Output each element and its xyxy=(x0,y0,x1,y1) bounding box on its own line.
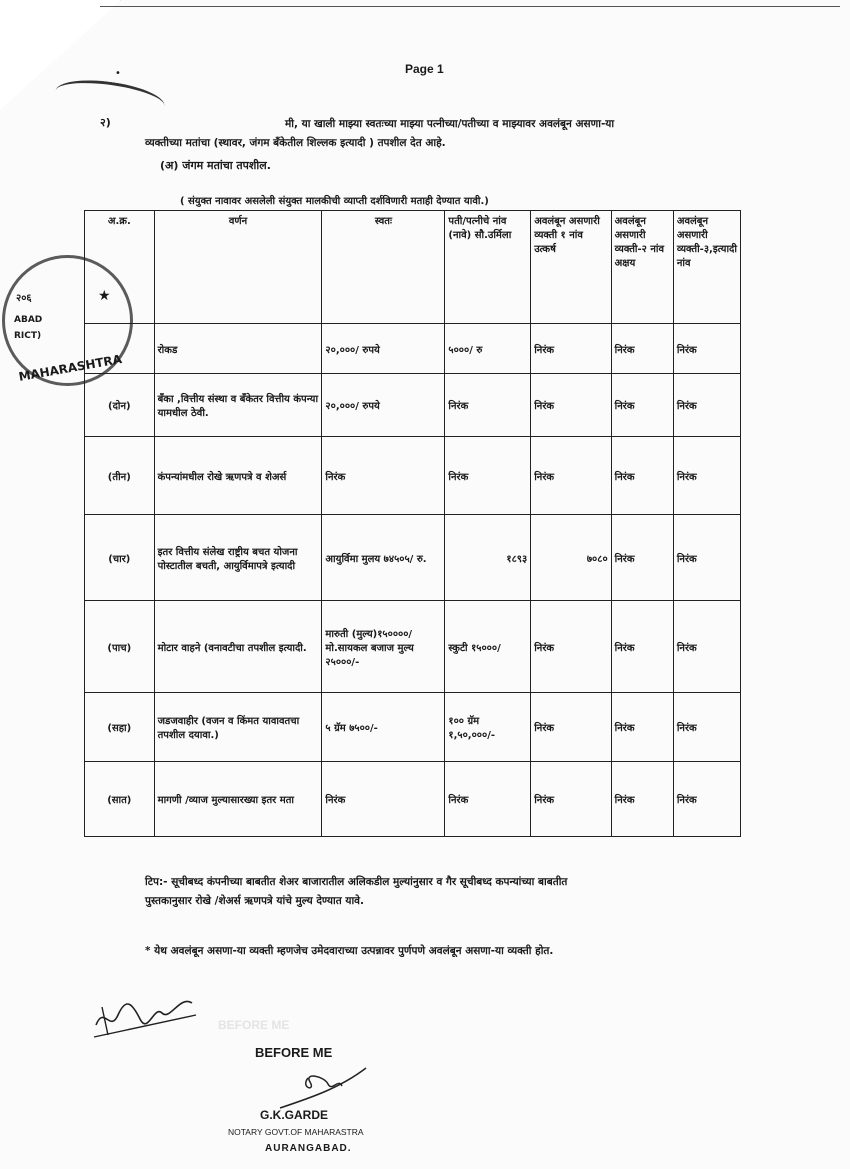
top-border-line xyxy=(100,6,840,7)
table-row xyxy=(85,324,741,374)
row-self: निरंक xyxy=(322,437,445,515)
row-dependent-1: निरंक xyxy=(531,693,611,762)
row-dependent-2: निरंक xyxy=(611,374,673,437)
row-dependent-3: निरंक xyxy=(673,762,740,837)
row-sr: (चार) xyxy=(85,515,155,601)
row-sr: (सहा) xyxy=(85,693,155,762)
table-row xyxy=(85,762,741,837)
table-row xyxy=(85,693,741,762)
row-dependent-3: निरंक xyxy=(673,374,740,437)
row-dependent-2: निरंक xyxy=(611,437,673,515)
row-dependent-2: निरंक xyxy=(611,601,673,693)
table-row xyxy=(85,374,741,437)
table-row xyxy=(85,601,741,693)
intro-paragraph xyxy=(145,115,705,153)
assets-table xyxy=(84,210,741,837)
row-dependent-1: निरंक xyxy=(531,762,611,837)
row-self: निरंक xyxy=(322,762,445,837)
row-description: जडजवाहीर (वजन व किंमत यावावतचा तपशील दयावा.) xyxy=(154,693,322,762)
row-self: २०,०००/ रुपये xyxy=(322,374,445,437)
row-spouse: निरंक xyxy=(445,762,531,837)
header-sr: अ.क्र. xyxy=(85,211,155,324)
seal-text-3: RICT) xyxy=(14,331,42,341)
notary-name: G.K.GARDE xyxy=(260,1108,329,1122)
row-description: मोटार वाहने (वनावटीचा तपशील इत्यादी. xyxy=(154,601,322,693)
row-description: बँका ,वित्तीय संस्था व बँकेतर वित्तीय कंपन्या यामधील ठेवी. xyxy=(154,374,322,437)
row-sr: (सात) xyxy=(85,762,155,837)
section-number: २) xyxy=(100,116,111,129)
notary-city: AURANGABAD. xyxy=(265,1143,352,1154)
row-dependent-3: निरंक xyxy=(673,601,740,693)
candidate-signature xyxy=(92,985,202,1045)
row-dependent-1: ७०८० xyxy=(531,515,611,601)
row-dependent-2: निरंक xyxy=(611,515,673,601)
row-self: ५ ग्रॅम ७५००/- xyxy=(322,693,445,762)
before-me-label: BEFORE ME xyxy=(255,1045,333,1060)
row-dependent-1: निरंक xyxy=(531,324,611,374)
tip-line-1: टिप:- सूचीबध्द कंपनीच्या बाबतीत शेअर बाजारातील अलिकडील मुल्यांनुसार व गैर सूचीबध्द कपन्यांच्या बाबतीत xyxy=(145,876,568,888)
row-self: आयुर्विमा मुलय ७४५०५/ रु. xyxy=(322,515,445,601)
row-description: कंपन्यांमधील रोखे ऋणपत्रे व शेअर्स xyxy=(154,437,322,515)
row-dependent-3: निरंक xyxy=(673,324,740,374)
row-spouse: ५०००/ रु xyxy=(445,324,531,374)
row-dependent-1: निरंक xyxy=(531,374,611,437)
tip-line-2: पुस्तकानुसार रोखे /शेअर्स ऋणपत्रे यांचे मुल्य देण्यात यावे. xyxy=(145,895,364,907)
header-dependent-3: अवलंबून असणारी व्यक्ती-३,इत्यादी नांव xyxy=(673,211,740,324)
table-row xyxy=(85,515,741,601)
header-dependent-2: अवलंबून असणारी व्यक्ती-२ नांव अक्षय xyxy=(611,211,673,324)
header-spouse: पती/पत्नीचे नांव (नावे) सौ.उर्मिला xyxy=(445,211,531,324)
row-dependent-2: निरंक xyxy=(611,762,673,837)
row-spouse: १०० ग्रॅम १,५०,०००/- xyxy=(445,693,531,762)
row-sr: (तीन) xyxy=(85,437,155,515)
notary-signature xyxy=(250,1058,370,1113)
table-note: ( संयुक्त नावावर असलेली संयुक्त मालकीची व्याप्ती दर्शविणारी मताही देण्यात यावी.) xyxy=(180,196,489,207)
row-dependent-2: निरंक xyxy=(611,693,673,762)
header-description: वर्णन xyxy=(154,211,322,324)
subheading: (अ) जंगम मतांचा तपशील. xyxy=(160,159,271,172)
row-spouse: निरंक xyxy=(445,437,531,515)
row-dependent-3: निरंक xyxy=(673,693,740,762)
page-label: Page 1 xyxy=(405,62,444,76)
tip-paragraph xyxy=(145,873,725,911)
intro-line-2: व्यक्तीच्या मतांचा (स्थावर, जंगम बँकेतील शिल्लक इत्यादी ) तपशील देत आहे. xyxy=(145,137,446,149)
footnote: * येथ अवलंबून असणा-या व्यक्ती म्हणजेच उमेदवाराच्या उत्पन्नावर पुर्णपणे अवलंबून असणा-या व्यक्ती होत. xyxy=(145,945,554,957)
row-sr: (पाच) xyxy=(85,601,155,693)
notary-title: NOTARY GOVT.OF MAHARASTRA xyxy=(228,1127,364,1137)
row-self: २०,०००/ रुपये xyxy=(322,324,445,374)
row-dependent-3: निरंक xyxy=(673,437,740,515)
dash-mark: • xyxy=(115,68,121,79)
row-description: रोकड xyxy=(154,324,322,374)
seal-text-4: MAHARASHTRA xyxy=(17,352,123,384)
row-dependent-2: निरंक xyxy=(611,324,673,374)
star-icon: ★ xyxy=(98,288,111,304)
seal-text-1: २०६ xyxy=(16,293,32,304)
table-row xyxy=(85,437,741,515)
faded-before-me-text: BEFORE ME xyxy=(218,1018,290,1032)
seal-text-2: ABAD xyxy=(14,315,43,325)
table-header-row xyxy=(85,211,741,324)
row-sr: (दोन) xyxy=(85,374,155,437)
row-spouse: १८९३ xyxy=(445,515,531,601)
header-dependent-1: अवलंबून असणारी व्यक्ती १ नांव उत्कर्ष xyxy=(531,211,611,324)
row-dependent-3: निरंक xyxy=(673,515,740,601)
row-dependent-1: निरंक xyxy=(531,437,611,515)
row-dependent-1: निरंक xyxy=(531,601,611,693)
header-self: स्वतः xyxy=(322,211,445,324)
row-description: मागणी /व्याज मुल्यासारख्या इतर मता xyxy=(154,762,322,837)
row-spouse: स्कुटी १५०००/ xyxy=(445,601,531,693)
row-sr xyxy=(85,324,155,374)
intro-line-1: मी, या खाली माझ्या स्वतःच्या माझ्या पत्नीच्या/पतीच्या व माझ्यावर अवलंबून असणा-या xyxy=(285,118,615,130)
row-self: मारुती (मुल्य)१५००००/ मो.सायकल बजाज मुल्य २५०००/- xyxy=(322,601,445,693)
row-description: इतर वित्तीय संलेख राष्ट्रीय बचत योजना पोस्टातील बचती, आयुर्विमापत्रे इत्यादी xyxy=(154,515,322,601)
row-spouse: निरंक xyxy=(445,374,531,437)
